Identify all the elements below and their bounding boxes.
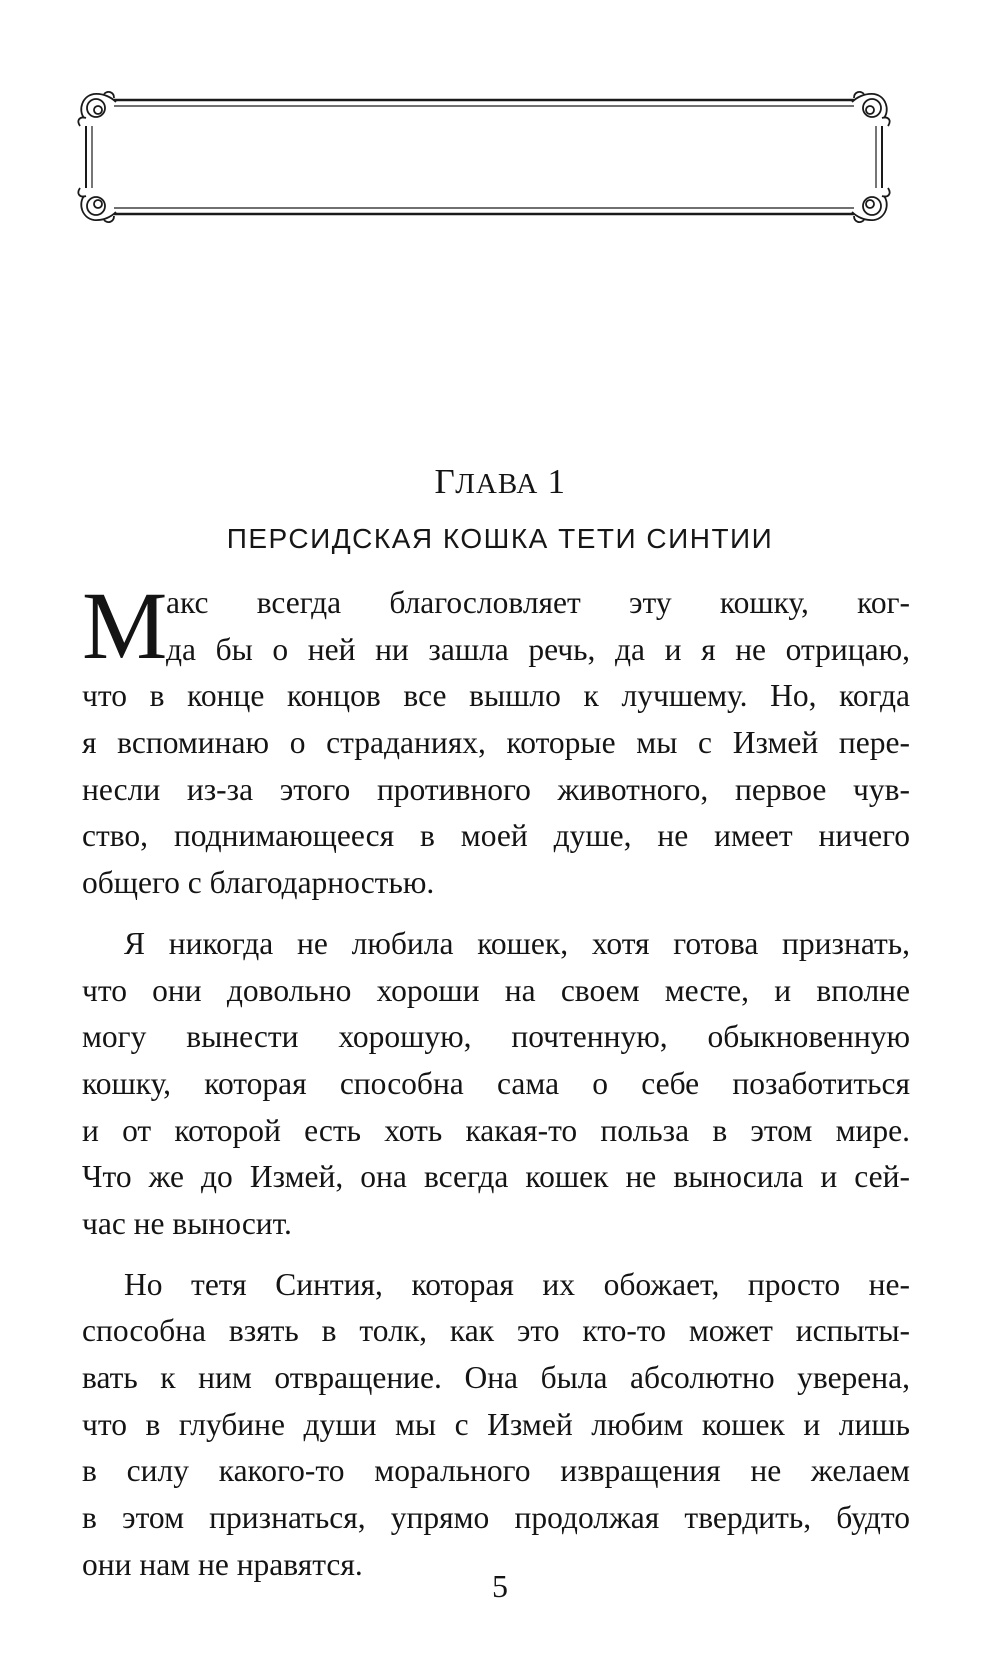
chapter-number: 1 bbox=[547, 462, 566, 501]
text-line: они нам не нравятся. bbox=[82, 1546, 363, 1582]
text-line: Я никогда не любила кошек, хотя готова признать, bbox=[124, 925, 910, 961]
text-line: кошку, которая способна сама о себе позаботиться bbox=[82, 1065, 910, 1101]
text-line: Что же до Измей, она всегда кошек не выносила и сей- bbox=[82, 1159, 910, 1195]
drop-cap: М bbox=[82, 572, 168, 679]
text-line: способна взять в толк, как это кто-то может испыты- bbox=[82, 1313, 910, 1349]
paragraph-3 bbox=[82, 1262, 910, 1589]
paragraph-1 bbox=[82, 572, 910, 907]
text-line: час не выносит. bbox=[82, 1205, 292, 1241]
chapter-label-rest: ЛАВА bbox=[455, 468, 539, 500]
text-line: общего с благодарностью. bbox=[82, 865, 435, 901]
chapter-label bbox=[0, 462, 1000, 502]
text-line: Но тетя Синтия, которая их обожает, просто не- bbox=[124, 1266, 910, 1302]
body-text bbox=[82, 572, 910, 1588]
chapter-label-initial: Г bbox=[434, 462, 456, 501]
text-line: могу вынести хорошую, почтенную, обыкновенную bbox=[82, 1019, 910, 1055]
text-line: что в глубине души мы с Измей любим кошек и лишь bbox=[82, 1406, 910, 1442]
page-number: 5 bbox=[492, 1568, 508, 1604]
ornamental-frame bbox=[74, 88, 894, 226]
text-line: в этом признаться, упрямо продолжая твердить, будто bbox=[82, 1500, 910, 1536]
text-line: и от которой есть хоть какая-то польза в этом мире. bbox=[82, 1112, 910, 1148]
paragraph-2 bbox=[82, 921, 910, 1248]
text-line: несли из-за этого противного животного, первое чув- bbox=[82, 771, 910, 807]
text-line: ство, поднимающееся в моей душе, не имеет ничего bbox=[82, 818, 910, 854]
text-line: я вспоминаю о страданиях, которые мы с Измей пере- bbox=[82, 725, 910, 761]
chapter-title: ПЕРСИДСКАЯ КОШКА ТЕТИ СИНТИИ bbox=[226, 523, 774, 554]
text-line: акс всегда благословляет эту кошку, ког- bbox=[166, 585, 910, 620]
text-line: да бы о ней ни зашла речь, да и я не отрицаю, bbox=[166, 631, 910, 667]
ornamental-frame-svg bbox=[74, 88, 894, 226]
text-line: в силу какого-то морального извращения не желаем bbox=[82, 1453, 910, 1489]
text-line: что в конце концов все вышло к лучшему. Но, когда bbox=[82, 678, 910, 714]
text-line: вать к ним отвращение. Она была абсолютно уверена, bbox=[82, 1360, 910, 1395]
text-line: что они довольно хороши на своем месте, и вполне bbox=[82, 972, 910, 1008]
